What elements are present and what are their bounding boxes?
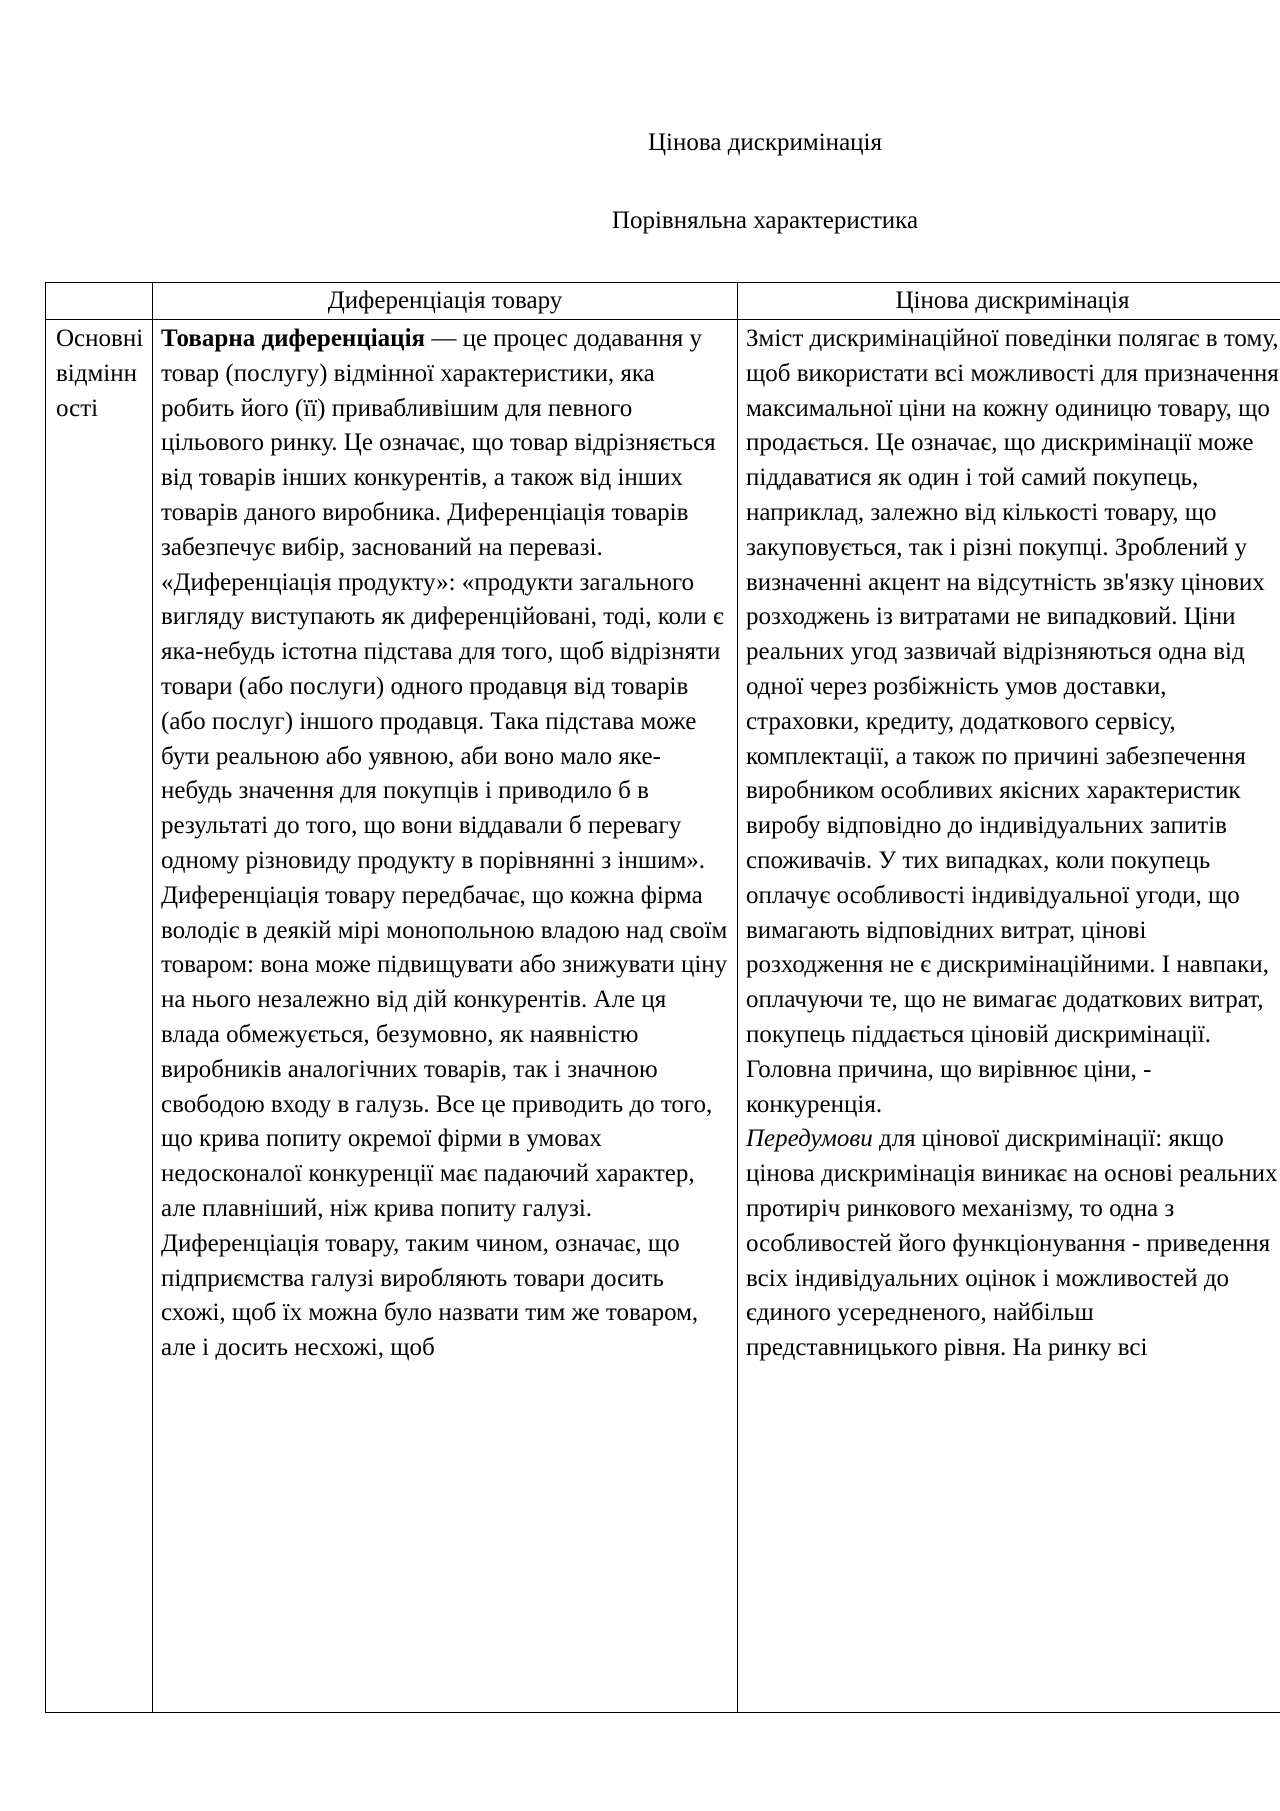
table-header-row [46, 283, 1280, 320]
page-title: Цінова дискримінація [648, 129, 882, 156]
header-cell-empty [46, 283, 153, 320]
term-bold: Товарна диференціація [161, 325, 426, 352]
discrimination-cell [738, 320, 1280, 1713]
header-cell-differentiation: Диференціація товару [153, 283, 738, 320]
row-label-cell: Основні відмінності [46, 320, 153, 1713]
discrimination-text: Зміст дискримінаційної поведінки полягає в тому, щоб використати всі можливості для призначення максимальної ціни на кожну одиницю товару, що продається. Це означає, що дискримінації може піддаватися як один і той самий покупець, наприклад, залежно від кількості товару, що закуповується, так і різні покупці. Зроблений у визначенні акцент на відсутність зв'язку цінових розходжень із витратами не випадковий. Ціни реальних угод зазвичай відрізняються одна від одної через розбіжність умов доставки, страховки, кредиту, додаткового сервісу, комплектації, а також по причині забезпечення виробником особливих якісних характеристик виробу відповідно до індивідуальних запитів споживачів. У тих випадках, коли покупець оплачує особливості індивідуальної угоди, що вимагають відповідних витрат, цінові розходження не є дискримінаційними. І навпаки, оплачуючи те, що не вимагає додаткових витрат, покупець піддається ціновій дискримінації. Головна причина, що вирівнює ціни, - конкуренція. [746, 325, 1279, 1118]
differentiation-text: — це процес додавання у товар (послугу) відмінної характеристики, яка робить його (її) привабливішим для певного цільового ринку. Це означає, що товар відрізняється від товарів інших конкурентів, а також від інших товарів даного виробника. Диференціація товарів забезпечує вибір, заснований на перевазі. «Диференціація продукту»: «продукти загального вигляду виступають як диференційовані, тоді, коли є яка-небудь істотна підстава для того, щоб відрізняти товари (або послуги) одного продавця від товарів (або послуг) іншого продавця. Така підстава може бути реальною або уявною, аби воно мало яке-небудь значення для покупців і приводило б в результаті до того, що вони віддавали б перевагу одному різновиду продукту в порівнянні з іншим». Диференціація товару передбачає, що кожна фірма володіє в деякій мірі монопольною владою над своїм товаром: вона може підвищувати або знижувати ціну на нього незалежно від дій конкурентів. Але ця влада обмежується, безумовно, як наявністю виробників аналогічних товарів, так і значною свободою входу в галузь. Все це приводить до того, що крива попиту окремої фірми в умовах недосконалої конкуренції має падаючий характер, але плавніший, ніж крива попиту галузі. Диференціація товару, таким чином, означає, що підприємства галузі виробляють товари досить схожі, щоб їх можна було назвати тим же товаром, але і досить несхожі, щоб [161, 325, 728, 1362]
term-italic: Передумови [746, 1125, 873, 1153]
discrimination-text-2: для цінової дискримінації: якщо цінова дискримінація виникає на основі реальних протиріч ринкового механізму, то одна з особливостей його функціонування - приведення всіх індивідуальних оцінок і можливостей до єдиного усередненого, найбільш представницького рівня. На ринку всі [746, 1125, 1278, 1362]
page-subtitle: Порівняльна характеристика [611, 207, 919, 234]
comparison-table [45, 282, 1280, 1713]
table-row [46, 320, 1280, 1713]
header-cell-discrimination: Цінова дискримінація [738, 283, 1280, 320]
differentiation-cell [153, 320, 738, 1713]
